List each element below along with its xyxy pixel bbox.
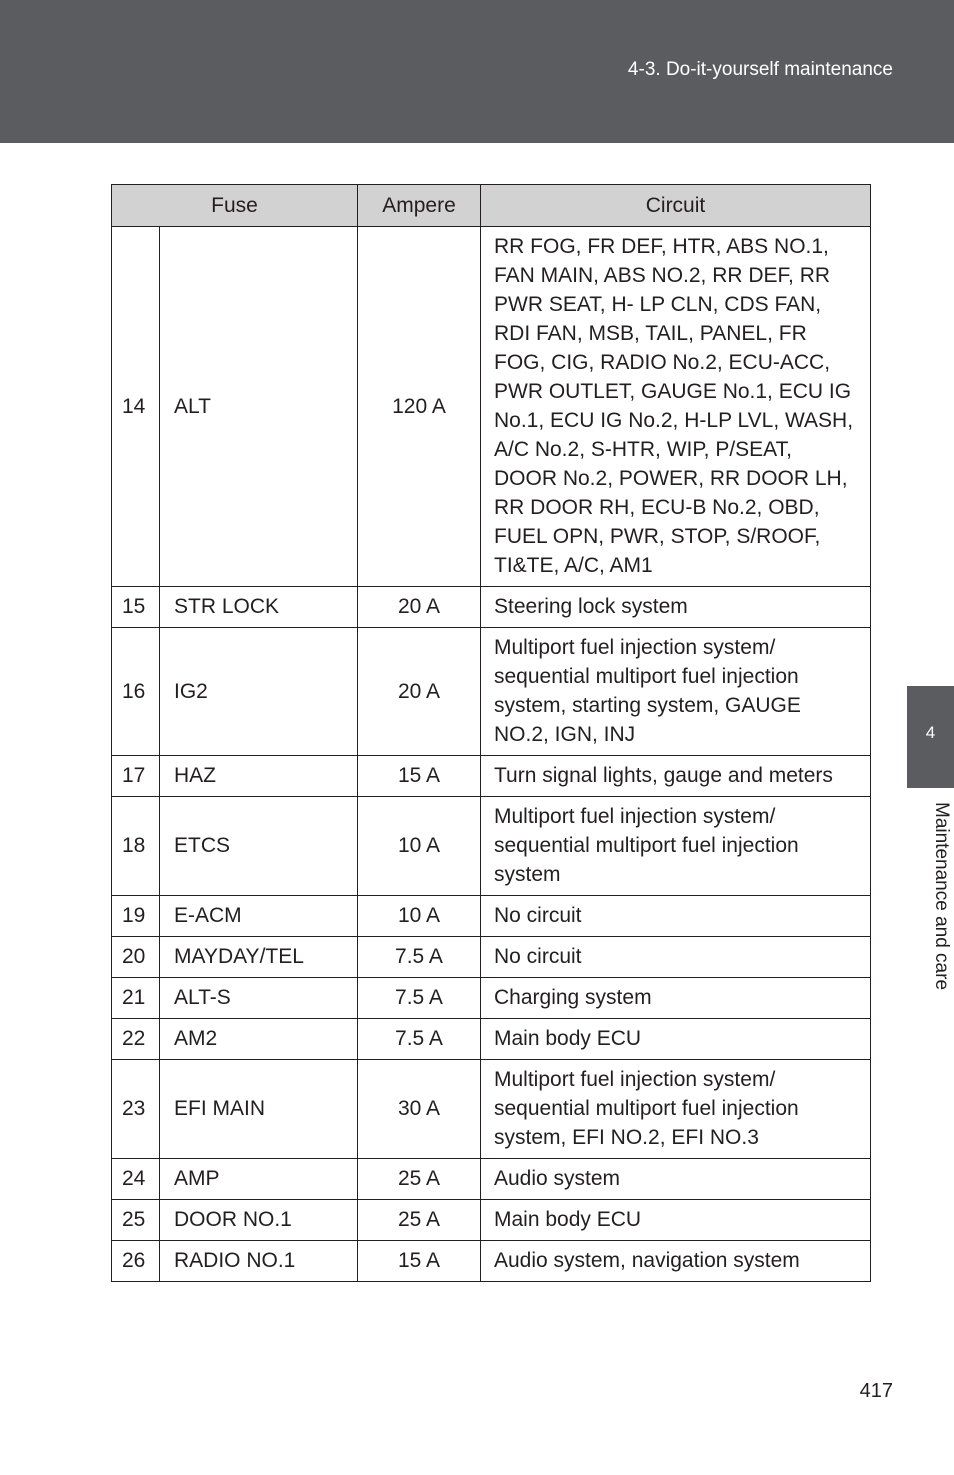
page-number: 417 [859, 1380, 893, 1402]
fuse-name: ETCS [160, 797, 358, 896]
table-row [112, 978, 871, 1019]
fuse-number: 15 [112, 587, 160, 628]
fuse-circuit: Multiport fuel injection system/ sequential multiport fuel injection system, EFI NO.2, EFI NO.3 [481, 1060, 871, 1159]
table-row [112, 587, 871, 628]
table-row [112, 1019, 871, 1060]
fuse-circuit: Steering lock system [481, 587, 871, 628]
fuse-ampere: 20 A [358, 587, 481, 628]
fuse-name: ALT [160, 227, 358, 587]
fuse-circuit: Audio system [481, 1159, 871, 1200]
fuse-name: RADIO NO.1 [160, 1241, 358, 1282]
table-header-row [112, 185, 871, 227]
chapter-number: 4 [925, 723, 936, 742]
fuse-number: 24 [112, 1159, 160, 1200]
fuse-number: 18 [112, 797, 160, 896]
fuse-number: 20 [112, 937, 160, 978]
header-ampere: Ampere [358, 185, 481, 227]
fuse-ampere: 20 A [358, 628, 481, 756]
chapter-label: Maintenance and care [931, 802, 952, 991]
fuse-circuit: RR FOG, FR DEF, HTR, ABS NO.1, FAN MAIN, ABS NO.2, RR DEF, RR PWR SEAT, H- LP CLN, CDS FAN, RDI FAN, MSB, TAIL, PANEL, FR FOG, CIG, RADIO No.2, ECU-ACC, PWR OUTLET, GAUGE No.1, ECU IG No.1, ECU IG No.2, H-LP LVL, WASH, A/C No.2, S-HTR, WIP, P/SEAT, DOOR No.2, POWER, RR DOOR LH, RR DOOR RH, ECU-B No.2, OBD, FUEL OPN, PWR, STOP, S/ROOF, TI&TE, A/C, AM1 [481, 227, 871, 587]
fuse-number: 25 [112, 1200, 160, 1241]
fuse-ampere: 7.5 A [358, 978, 481, 1019]
section-title: 4-3. Do-it-yourself maintenance [627, 59, 893, 80]
fuse-ampere: 25 A [358, 1200, 481, 1241]
fuse-number: 21 [112, 978, 160, 1019]
fuse-name: E-ACM [160, 896, 358, 937]
table-row [112, 937, 871, 978]
fuse-circuit: No circuit [481, 937, 871, 978]
table-row [112, 896, 871, 937]
fuse-circuit: Turn signal lights, gauge and meters [481, 756, 871, 797]
fuse-ampere: 7.5 A [358, 937, 481, 978]
fuse-circuit: Main body ECU [481, 1200, 871, 1241]
table-row [112, 756, 871, 797]
fuse-number: 14 [112, 227, 160, 587]
fuse-circuit: Charging system [481, 978, 871, 1019]
fuse-number: 16 [112, 628, 160, 756]
fuse-ampere: 15 A [358, 1241, 481, 1282]
fuse-name: AMP [160, 1159, 358, 1200]
fuse-circuit: Audio system, navigation system [481, 1241, 871, 1282]
fuse-number: 26 [112, 1241, 160, 1282]
fuse-ampere: 25 A [358, 1159, 481, 1200]
fuse-ampere: 10 A [358, 797, 481, 896]
fuse-name: EFI MAIN [160, 1060, 358, 1159]
fuse-circuit: Multiport fuel injection system/ sequential multiport fuel injection system [481, 797, 871, 896]
fuse-ampere: 7.5 A [358, 1019, 481, 1060]
table-row [112, 1241, 871, 1282]
table-row [112, 227, 871, 587]
table-body [112, 227, 871, 1282]
fuse-circuit: Main body ECU [481, 1019, 871, 1060]
table-row [112, 628, 871, 756]
header-circuit: Circuit [481, 185, 871, 227]
fuse-number: 23 [112, 1060, 160, 1159]
fuse-circuit: Multiport fuel injection system/ sequential multiport fuel injection system, starting system, GAUGE NO.2, IGN, INJ [481, 628, 871, 756]
fuse-circuit: No circuit [481, 896, 871, 937]
fuse-number: 17 [112, 756, 160, 797]
header-band [0, 0, 954, 143]
table-row [112, 1060, 871, 1159]
fuse-name: IG2 [160, 628, 358, 756]
fuse-name: DOOR NO.1 [160, 1200, 358, 1241]
fuse-name: STR LOCK [160, 587, 358, 628]
table-row [112, 1159, 871, 1200]
fuse-name: ALT-S [160, 978, 358, 1019]
fuse-number: 22 [112, 1019, 160, 1060]
header-fuse: Fuse [112, 185, 358, 227]
fuse-name: AM2 [160, 1019, 358, 1060]
fuse-number: 19 [112, 896, 160, 937]
fuse-ampere: 120 A [358, 227, 481, 587]
table-row [112, 797, 871, 896]
table-row [112, 1200, 871, 1241]
fuse-ampere: 10 A [358, 896, 481, 937]
chapter-tab[interactable] [907, 686, 954, 788]
fuse-name: HAZ [160, 756, 358, 797]
fuse-table [111, 184, 871, 1282]
fuse-ampere: 30 A [358, 1060, 481, 1159]
fuse-ampere: 15 A [358, 756, 481, 797]
fuse-name: MAYDAY/TEL [160, 937, 358, 978]
